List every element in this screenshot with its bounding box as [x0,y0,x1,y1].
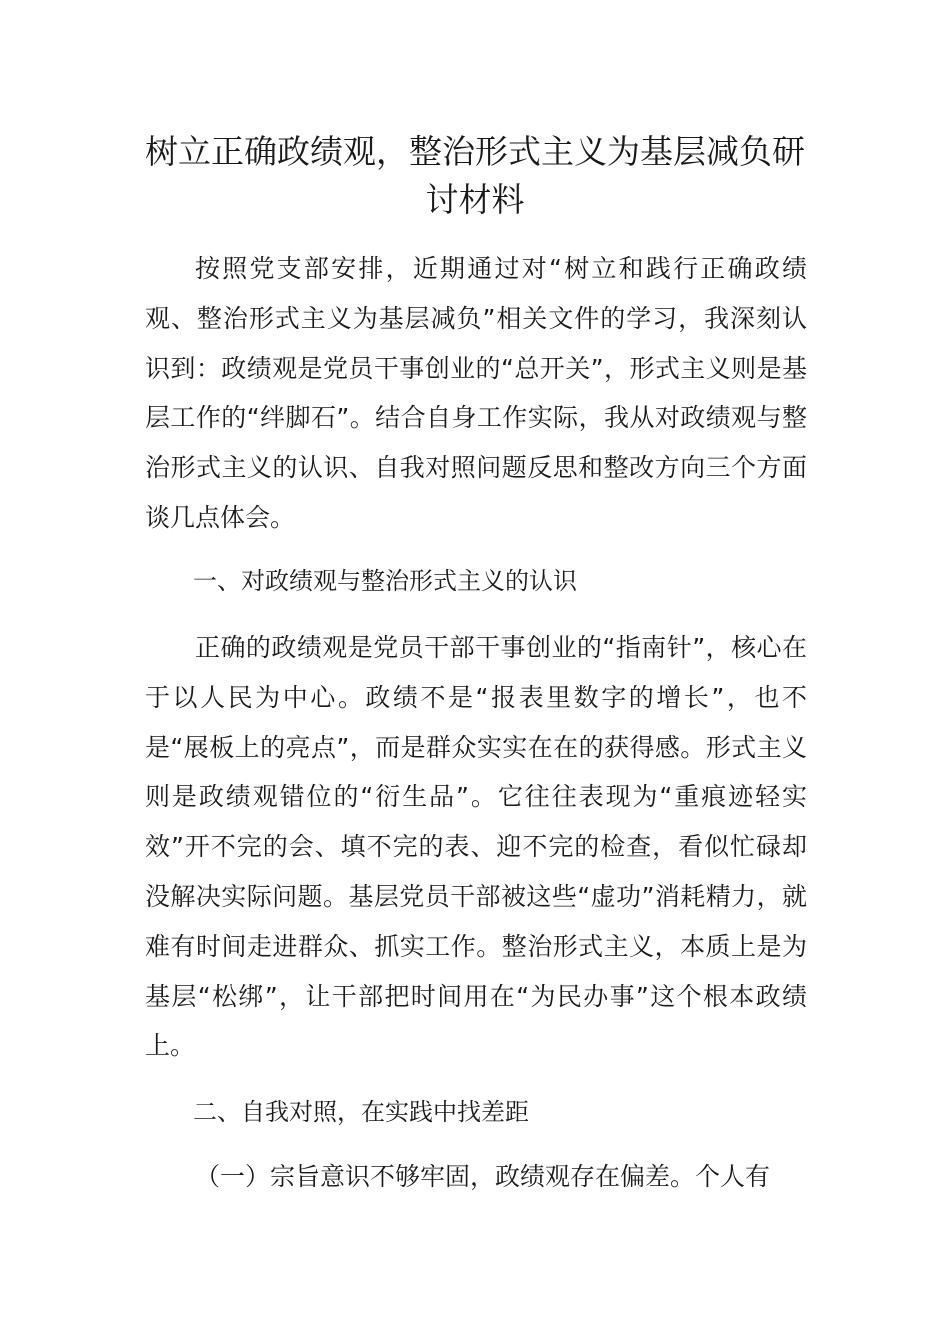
intro-paragraph: 按照党支部安排，近期通过对“树立和践行正确政绩观、整治形式主义为基层减负”相关文件的学习，我深刻认识到：政绩观是党员干事创业的“总开关”，形式主义则是基层工作的“绊脚石”。结合自身工作实际，我从对政绩观与整治形式主义的认识、自我对照问题反思和整改方向三个方面谈几点体会。 [145,254,807,532]
section-heading-1: 一、对政绩观与整治形式主义的认识 [193,567,577,595]
document-title: 树立正确政绩观，整治形式主义为基层减负研讨材料 [145,132,805,219]
section-1-paragraph: 正确的政绩观是党员干部干事创业的“指南针”，核心在于以人民为中心。政绩不是“报表里数字的增长”，也不是“展板上的亮点”，而是群众实实在在的获得感。形式主义则是政绩观错位的“衍生品”。它往往表现为“重痕迹轻实效”开不完的会、填不完的表、迎不完的检查，看似忙碌却没解决实际问题。基层党员干部被这些“虚功”消耗精力，就难有时间走进群众、抓实工作。整治形式主义，本质上是为基层“松绑”，让干部把时间用在“为民办事”这个根本政绩上。 [145,633,807,1061]
section-heading-2: 二、自我对照，在实践中找差距 [193,1098,529,1126]
subsection-1-paragraph: （一）宗旨意识不够牢固，政绩观存在偏差。个人有 [195,1162,771,1191]
